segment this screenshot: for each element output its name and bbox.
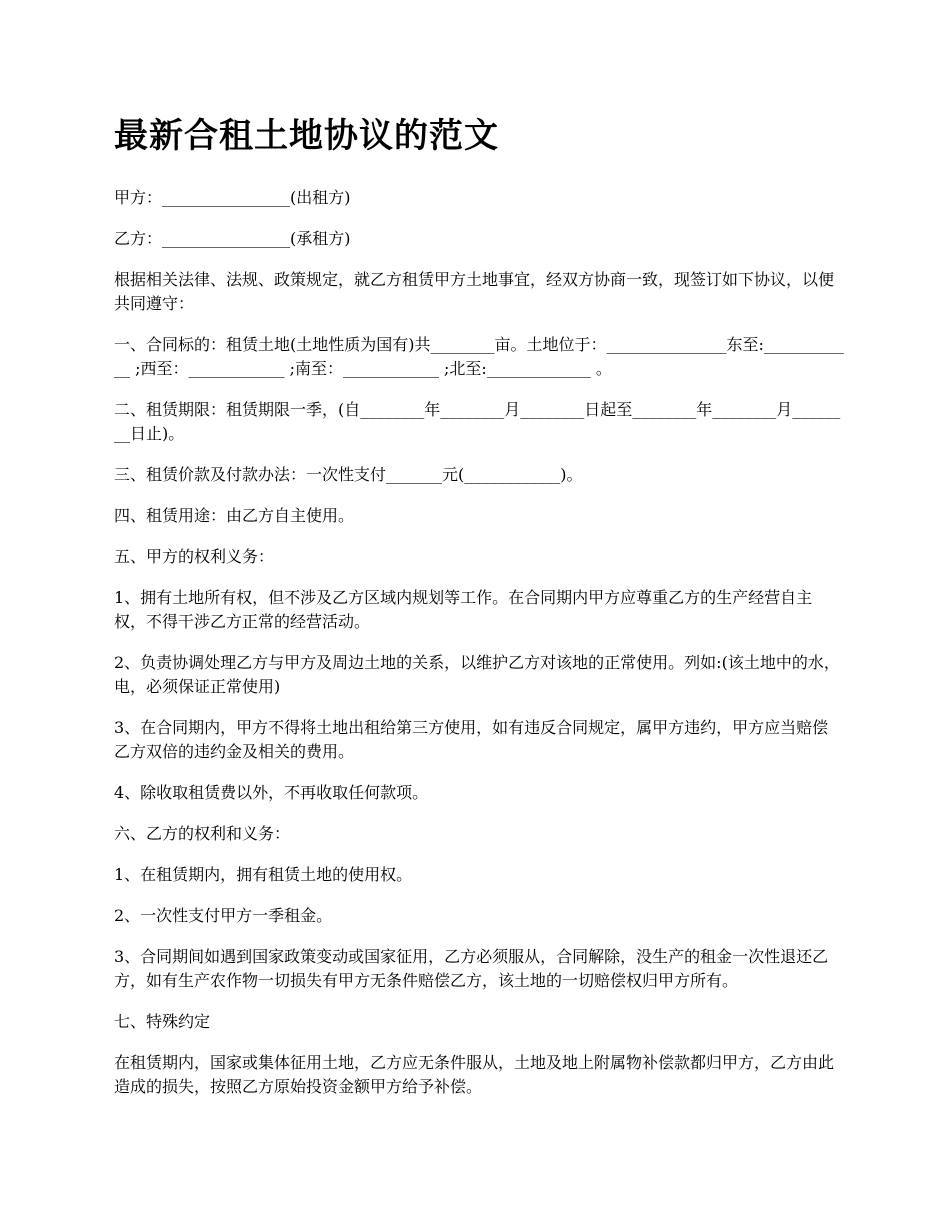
clause-5-item-3: 3、在合同期内，甲方不得将土地出租给第三方使用，如有违反合同规定，属甲方违约，甲方应当赔偿乙方双倍的违约金及相关的费用。 xyxy=(114,718,829,761)
clause-2-term: 二、租赁期限：租赁期限一季，(自________年________月________日起至________年________月________日止)。 xyxy=(114,400,841,443)
clause-1-subject: 一、合同标的：租赁土地(土地性质为国有)共________亩。土地位于：_______________东至:____________ ;西至：____________ ;南至：____________ ;北至:_____________ 。 xyxy=(114,335,844,378)
clause-5-item-2: 2、负责协调处理乙方与甲方及周边土地的关系，以维护乙方对该地的正常使用。列如:(该土地中的水，电，必须保证正常使用) xyxy=(114,653,840,696)
clause-5-heading: 五、甲方的权利义务： xyxy=(114,547,275,566)
clause-5-item-4: 4、除收取租赁费以外，不再收取任何款项。 xyxy=(114,783,429,802)
clause-7-body: 在租赁期内，国家或集体征用土地，乙方应无条件服从，土地及地上附属物补偿款都归甲方，乙方由此造成的损失，按照乙方原始投资金额甲方给予补偿。 xyxy=(114,1053,835,1096)
party-a-line: 甲方：________________(出租方) xyxy=(114,188,351,207)
clause-6-item-1: 1、在租赁期内，拥有租赁土地的使用权。 xyxy=(114,865,413,884)
document-title: 最新合租土地协议的范文 xyxy=(114,116,499,156)
document-page xyxy=(114,112,844,1116)
clause-6-item-2: 2、一次性支付甲方一季租金。 xyxy=(114,906,333,925)
preamble-paragraph: 根据相关法律、法规、政策规定，就乙方租赁甲方土地事宜，经双方协商一致，现签订如下协议，以便共同遵守： xyxy=(114,270,835,313)
clause-6-heading: 六、乙方的权利和义务： xyxy=(114,824,291,843)
party-b-line: 乙方：________________(承租方) xyxy=(114,229,351,248)
clause-3-payment: 三、租赁价款及付款办法：一次性支付_______元(____________)。 xyxy=(114,465,583,484)
clause-7-heading: 七、特殊约定 xyxy=(114,1012,211,1031)
clause-6-item-3: 3、合同期间如遇到国家政策变动或国家征用，乙方必须服从，合同解除，没生产的租金一次性退还乙方，如有生产农作物一切损失有甲方无条件赔偿乙方，该土地的一切赔偿权归甲方所有。 xyxy=(114,947,829,990)
clause-4-usage: 四、租赁用途：由乙方自主使用。 xyxy=(114,506,355,525)
clause-5-item-1: 1、拥有土地所有权，但不涉及乙方区域内规划等工作。在合同期内甲方应尊重乙方的生产经营自主权，不得干涉乙方正常的经营活动。 xyxy=(114,588,813,631)
